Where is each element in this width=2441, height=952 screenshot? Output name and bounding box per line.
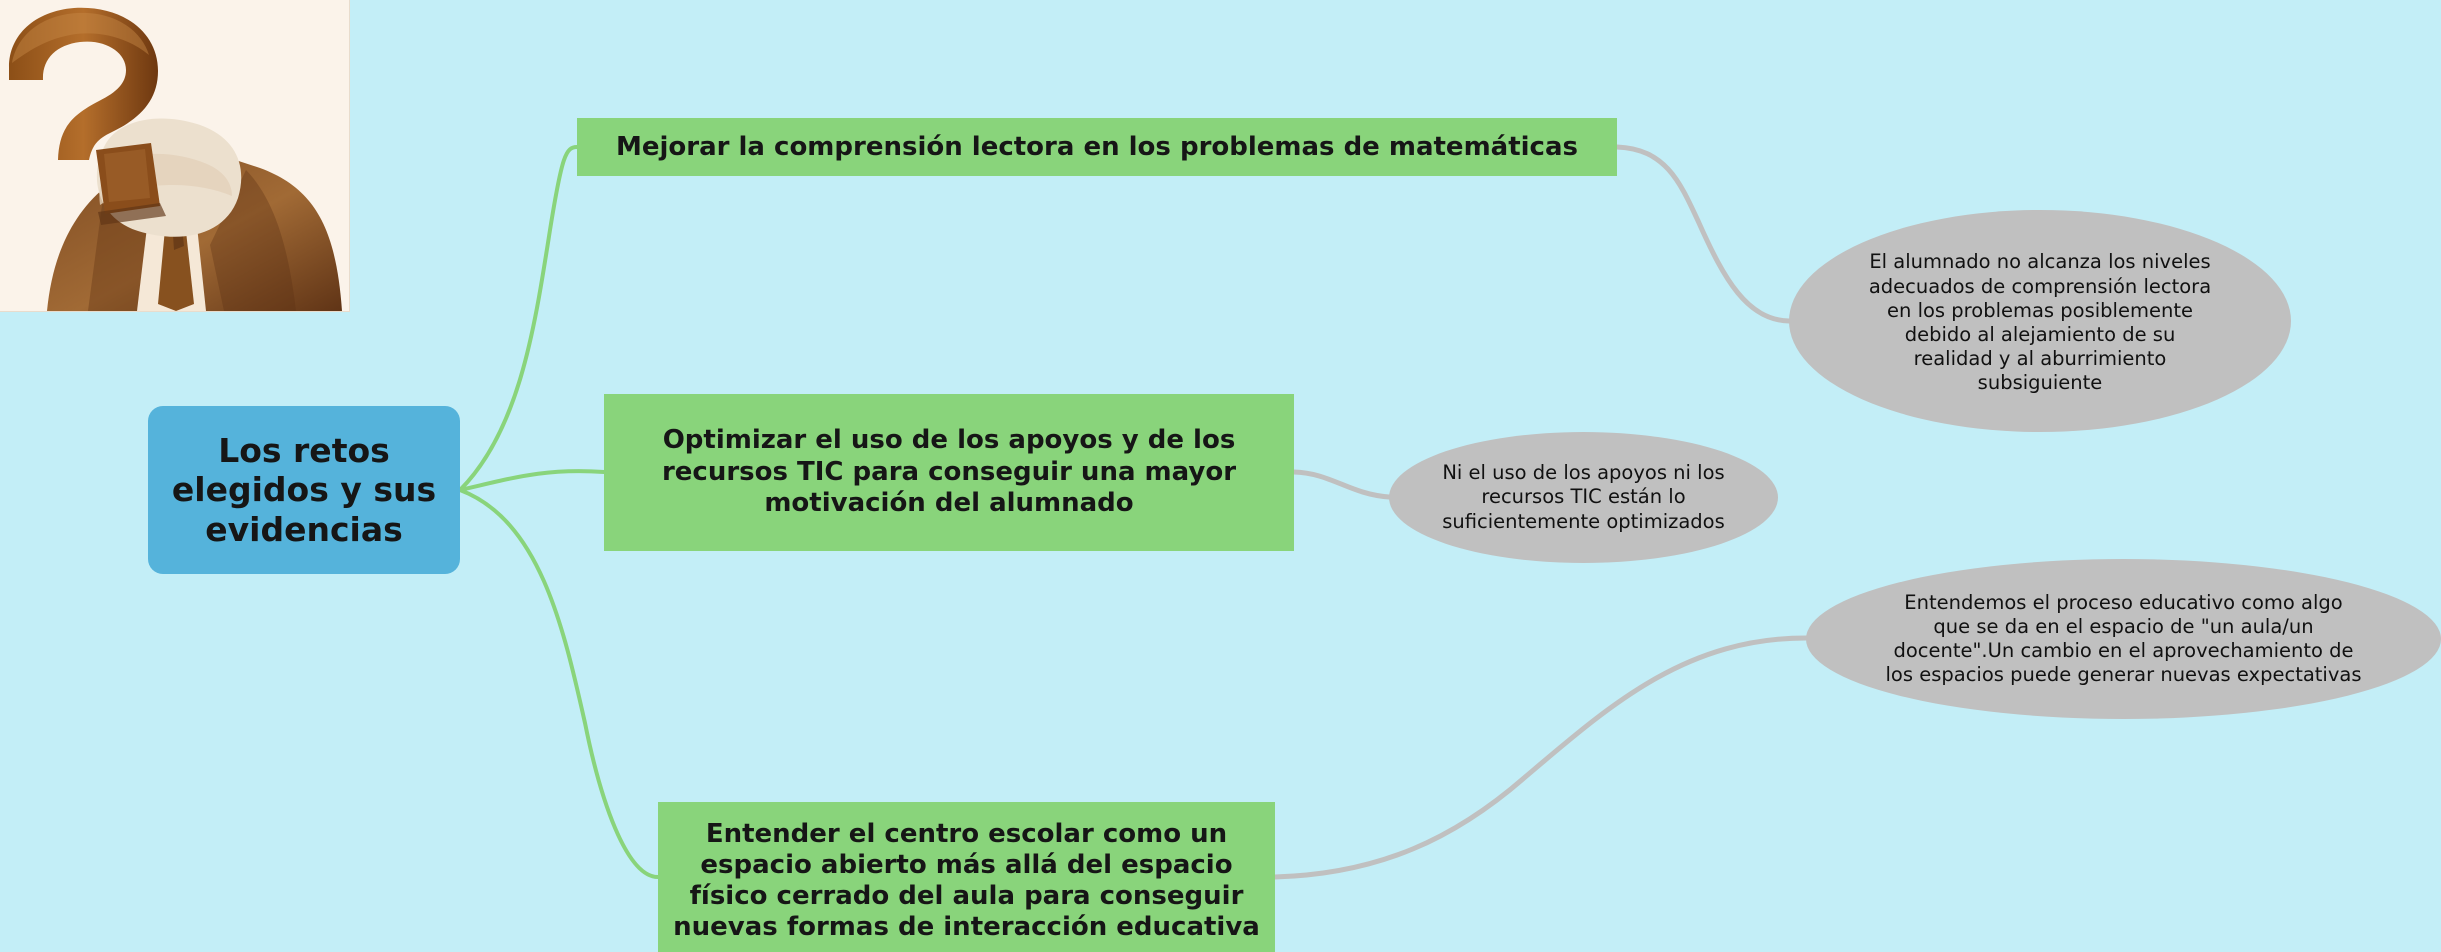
evidence-text-1: El alumnado no alcanza los niveles adecuados de comprensión lectora en los problemas posiblemente debido al alejamiento de su realidad y al aburrimiento subsiguiente [1868,250,2212,395]
branch-label-2: Optimizar el uso de los apoyos y de los recursos TIC para conseguir una mayor motivación del alumnado [661,424,1237,519]
branch-label-3: Entender el centro escolar como un espacio abierto más allá del espacio físico cerrado del aula para conseguir nuevas formas de interacción educativa [673,818,1260,943]
connector-root-to-branch-2 [460,471,604,490]
evidence-text-2: Ni el uso de los apoyos ni los recursos TIC están lo suficientemente optimizados [1442,461,1725,533]
connector-branch-3-to-evidence-3 [1275,638,1806,877]
branch-node-3 [658,802,1275,952]
evidence-node-2 [1389,432,1778,563]
branch-label-1: Mejorar la comprensión lectora en los problemas de matemáticas [616,131,1578,162]
root-node [148,406,460,574]
evidence-text-3: Entendemos el proceso educativo como algo que se da en el espacio de "un aula/un docente".Un cambio en el aprovechamiento de los espacios puede generar nuevas expectativas [1885,590,2362,687]
root-label: Los retos elegidos y sus evidencias [171,430,437,549]
branch-node-1 [577,118,1617,176]
connector-branch-2-to-evidence-2 [1294,472,1389,497]
connector-root-to-branch-1 [460,147,577,490]
connector-branch-1-to-evidence-1 [1617,147,1789,321]
branch-node-2 [604,394,1294,551]
evidence-node-3 [1806,559,2441,719]
evidence-node-1 [1789,210,2291,432]
